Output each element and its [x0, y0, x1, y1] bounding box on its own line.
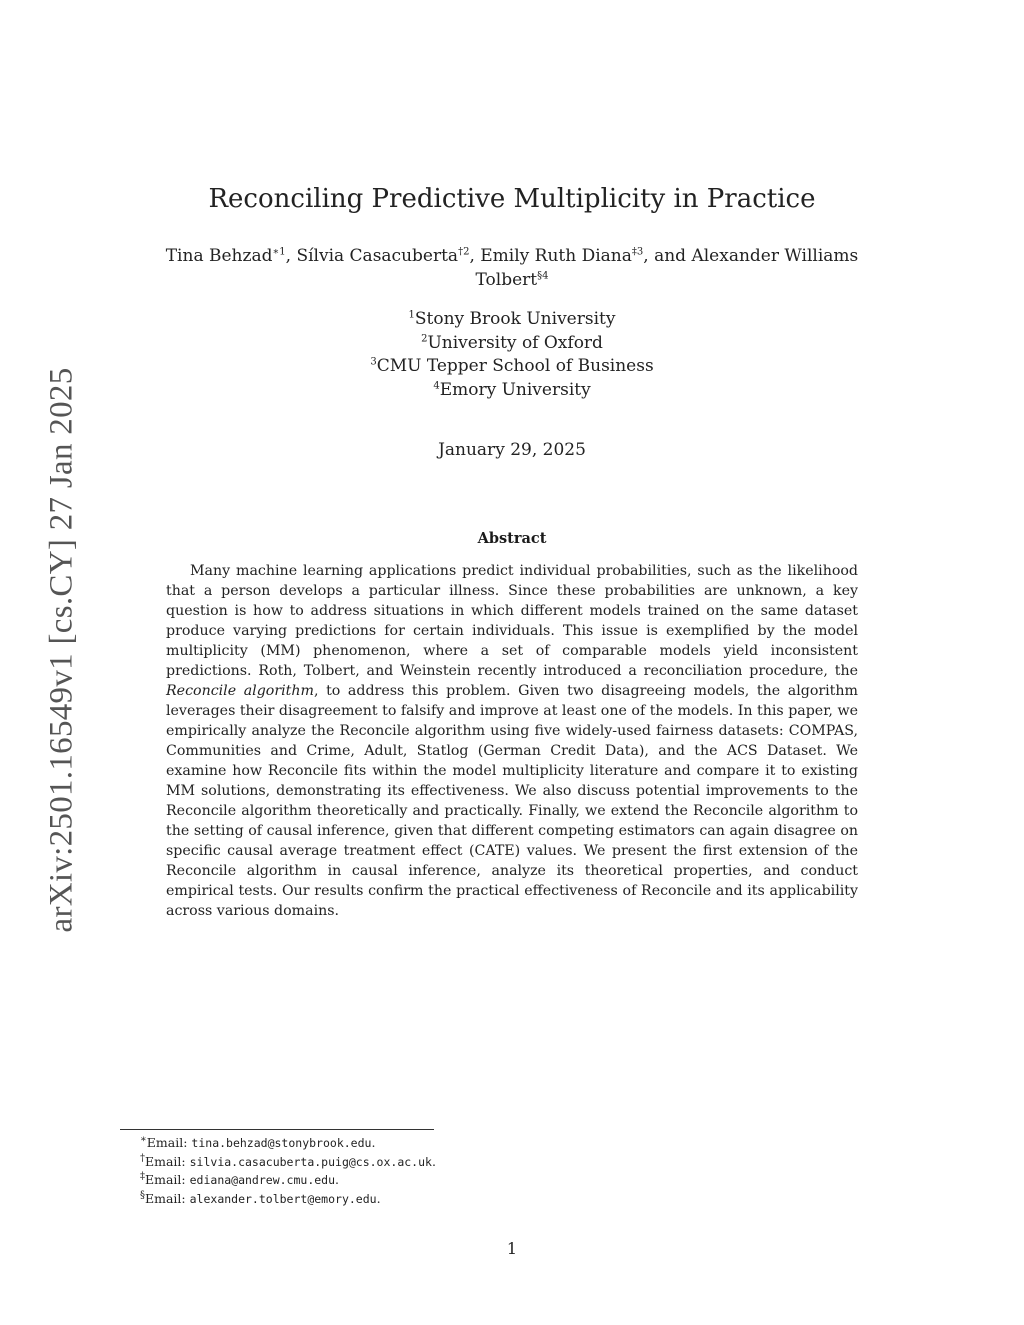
footnote-mark: ‡ [140, 1170, 145, 1182]
footnote-end: . [376, 1190, 381, 1206]
footnote [140, 1190, 436, 1209]
affiliation [0, 308, 1024, 332]
affiliation [0, 332, 1024, 356]
email-link[interactable]: silvia.casacuberta.puig@cs.ox.ac.uk [189, 1154, 432, 1169]
publication-date: January 29, 2025 [438, 440, 586, 460]
abstract-part-1: Many machine learning applications predict individual probabilities, such as the likelihood that a person develops a particular illness. Since these probabilities are unknown, a key question is how to address situations in which different models trained on the same dataset produce varying predictions for certain individuals. This issue is exemplified by the model multiplicity (MM) phenomenon, where a set of comparable models yield inconsistent predictions. Roth, Tolbert, and Weinstein recently introduced a reconciliation procedure, the [166, 563, 858, 679]
footnote-list [140, 1134, 436, 1208]
email-link[interactable]: alexander.tolbert@emory.edu [189, 1191, 377, 1206]
affiliation-name: CMU Tepper School of Business [376, 356, 654, 376]
affiliation-name: Stony Brook University [414, 309, 616, 329]
abstract-text [166, 561, 858, 921]
author-mark: ‡3 [631, 246, 644, 258]
author-name: Sílvia Casacuberta [296, 246, 459, 266]
affiliation [0, 379, 1024, 403]
arxiv-identifier: arXiv:2501.16549v1 [cs.CY] 27 Jan 2025 [43, 367, 80, 933]
author-separator: , [469, 246, 481, 266]
footnote-label: Email: [145, 1190, 190, 1206]
footnote-mark: ∗ [140, 1133, 147, 1145]
abstract-heading: Abstract [477, 530, 547, 547]
footnote [140, 1134, 436, 1153]
author-name: Alexander Williams Tolbert [475, 246, 859, 290]
footnote-end: . [431, 1153, 436, 1169]
email-link[interactable]: tina.behzad@stonybrook.edu [191, 1136, 372, 1150]
affiliation-name: Emory University [439, 379, 591, 400]
paper-title: Reconciling Predictive Multiplicity in Practice [208, 184, 816, 214]
footnote-label: Email: [145, 1172, 190, 1187]
author-name: Tina Behzad [165, 246, 273, 266]
affiliation-list [0, 308, 1024, 402]
footnote-mark: § [140, 1189, 145, 1201]
footnote-divider [120, 1129, 434, 1130]
footnote-end: . [335, 1172, 340, 1187]
author-mark: ∗1 [272, 246, 286, 258]
affiliation-name: University of Oxford [427, 332, 603, 353]
author-list [140, 244, 884, 292]
footnote-label: Email: [145, 1153, 190, 1169]
author-separator: , [285, 246, 297, 266]
abstract-part-2: , to address this problem. Given two disagreeing models, the algorithm leverages their disagreement to falsify and improve at least one of the models. In this paper, we empirically analyze the Reconcile algorithm using five widely-used fairness datasets: COMPAS, Communities and Crime, Adult, Statlog (German Credit Data), and the ACS Dataset. We examine how Reconcile fits within the model multiplicity literature and compare it to existing MM solutions, demonstrating its effectiveness. We also discuss potential improvements to the Reconcile algorithm theoretically and practically. Finally, we extend the Reconcile algorithm to the setting of causal inference, given that different competing estimators can again disagree on specific causal average treatment effect (CATE) values. We present the first extension of the Reconcile algorithm in causal inference, analyze its theoretical properties, and conduct empirical tests. Our results confirm the practical effectiveness of Reconcile and its applicability across various domains. [166, 683, 858, 919]
page-number: 1 [506, 1239, 518, 1258]
affiliation-mark: 1 [408, 309, 415, 321]
footnote [140, 1171, 436, 1190]
footnote-end: . [371, 1135, 376, 1150]
author-mark: †2 [458, 246, 470, 258]
author-separator: , and [643, 246, 692, 266]
affiliation-mark: 2 [421, 332, 428, 344]
footnote [140, 1153, 436, 1172]
email-link[interactable]: ediana@andrew.cmu.edu [189, 1173, 336, 1187]
footnote-label: Email: [146, 1135, 192, 1150]
abstract-emphasis: Reconcile algorithm [166, 683, 314, 699]
author-mark: §4 [537, 270, 549, 282]
author-name: Emily Ruth Diana [480, 246, 632, 266]
affiliation-mark: 3 [370, 356, 377, 368]
affiliation-mark: 4 [433, 379, 440, 391]
footnote-mark: † [140, 1152, 145, 1164]
affiliation [0, 355, 1024, 379]
